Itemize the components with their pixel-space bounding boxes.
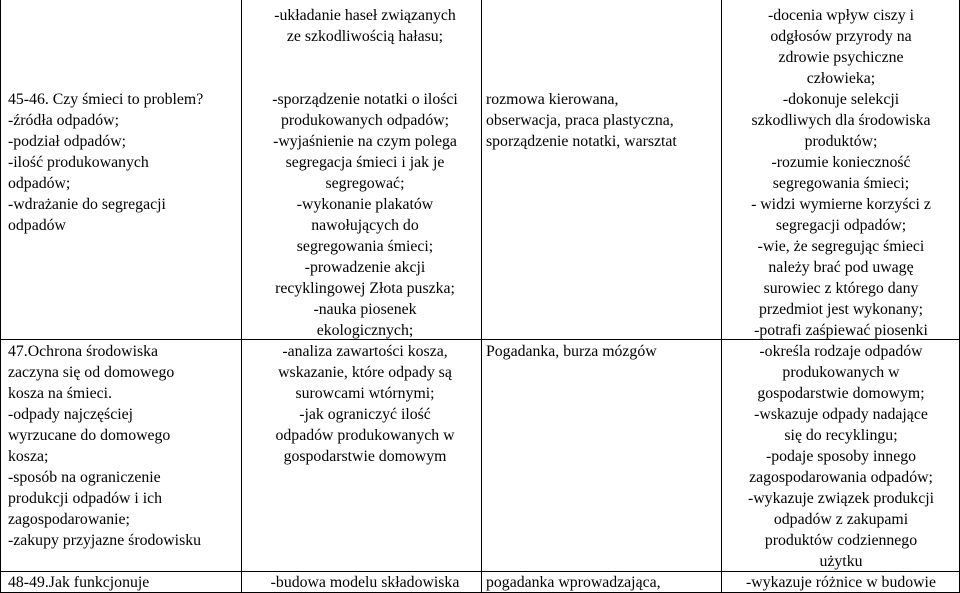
row-2-methods: Pogadanka, burza mózgów — [486, 343, 657, 360]
row-1-topic: 45-46. Czy śmieci to problem? -źródła odpadów; -podział odpadów; -ilość produkowanych odpadów; -wdrażanie do segregacji odpadów — [8, 91, 204, 234]
row-1-outcomes: -dokonuje selekcji szkodliwych dla środowiska produktów; -rozumie konieczność segregowania śmieci; - widzi wymierne korzyści z segregacji odpadów; -wie, że segregując śmieci należy brać pod uwagę surowiec z którego dany przedmiot jest wykonany; -potrafi zaśpiewać piosenki — [751, 91, 931, 339]
row-3-activities: -budowa modelu składowiska — [270, 574, 460, 591]
row-1-activities: -sporządzenie notatki o ilości produkowanych odpadów; -wyjaśnienie na czym polega segregacja śmieci i jak je segregować; -wykonanie plakatów nawołujących do segregowania śmieci; -prowadzenie akcji recyklingowej Złota puszka; -nauka piosenek ekologicznych; — [272, 91, 458, 339]
row-0-activities: -układanie haseł związanych ze szkodliwością hałasu; — [274, 7, 456, 45]
row-2-topic: 47.Ochrona środowiska zaczyna się od domowego kosza na śmieci. -odpady najczęściej wyrzucane do domowego kosza; -sposób na ograniczenie produkcji odpadów i ich zagospodarowanie; -zakupy przyjazne środowisku — [8, 343, 202, 549]
row-1-methods: rozmowa kierowana, obserwacja, praca plastyczna, sporządzenie notatki, warsztat — [486, 91, 677, 150]
column-divider-3 — [721, 0, 722, 593]
row-0-outcomes: -docenia wpływ ciszy i odgłosów przyrody na zdrowie psychiczne człowieka; — [767, 7, 915, 87]
row-3-outcomes: -wykazuje różnice w budowie — [746, 574, 936, 591]
column-divider-1 — [241, 0, 242, 593]
table-border-left — [0, 0, 1, 593]
column-divider-2 — [481, 0, 482, 593]
row-3-methods: pogadanka wprowadzająca, — [486, 574, 661, 591]
row-3-topic: 48-49.Jak funkcjonuje — [8, 574, 150, 591]
row-2-activities: -analiza zawartości kosza, wskazanie, które odpady są surowcami wtórnymi; -jak ograniczyć ilość odpadów produkowanych w gospodarstwie domowym — [275, 343, 455, 465]
row-2-outcomes: -określa rodzaje odpadów produkowanych w gospodarstwie domowym; -wskazuje odpady nadające się do recyklingu; -podaje sposoby innego zagospodarowania odpadów; -wykazuje związek produkcji odpadów z zakupami produktów codziennego użytku — [748, 343, 934, 570]
